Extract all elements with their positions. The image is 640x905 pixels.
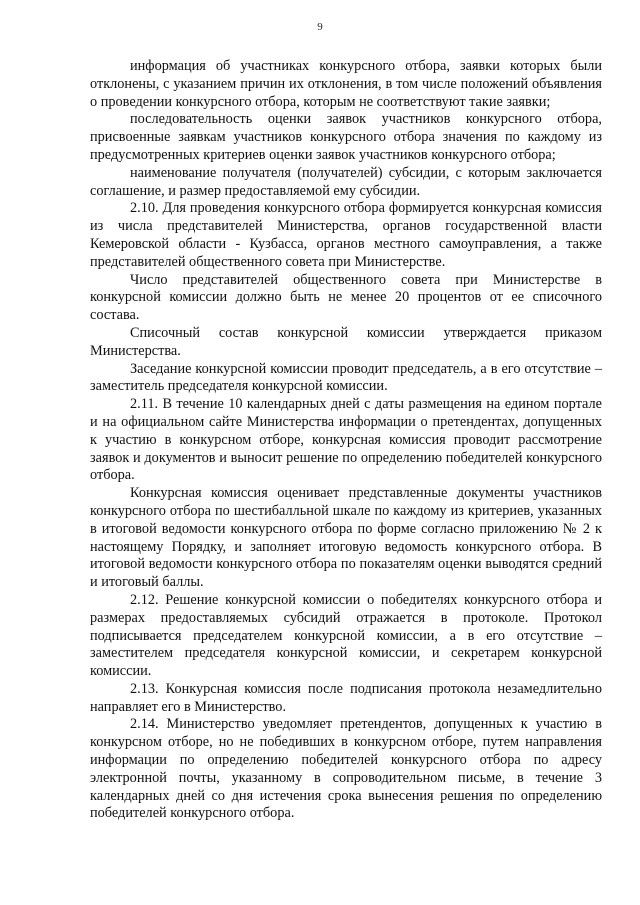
paragraph: 2.13. Конкурсная комиссия после подписания протокола незамедлительно направляет его в Министерство.: [90, 680, 602, 715]
paragraph: 2.12. Решение конкурсной комиссии о победителях конкурсного отбора и размерах предоставляемых субсидий отражается в протоколе. Протокол подписывается председателем конкурсной комиссии, а в его отсутствие – заместителем председателя конкурсной комиссии, и секретарем конкурсной комиссии.: [90, 591, 602, 680]
document-body: [90, 58, 602, 823]
paragraph: информация об участниках конкурсного отбора, заявки которых были отклонены, с указанием причин их отклонения, в том числе положений объявления о проведении конкурсного отбора, которым не соответствуют такие заявки;: [90, 58, 602, 110]
paragraph: последовательность оценки заявок участников конкурсного отбора, присвоенные заявкам участников конкурсного отбора значения по каждому из предусмотренных критериев оценки заявок участников конкурсного отбора;: [90, 111, 602, 163]
paragraph: Число представителей общественного совета при Министерстве в конкурсной комиссии должно быть не менее 20 процентов от ее списочного состава.: [90, 271, 602, 324]
paragraph: Конкурсная комиссия оценивает представленные документы участников конкурсного отбора по шестибалльной шкале по каждому из критериев, указанных в итоговой ведомости конкурсного отбора по форме согласно приложению № 2 к настоящему Порядку, и заполняет итоговую ведомость конкурсного отбора. В итоговой ведомости конкурсного отбора по показателям оценки выводятся средний и итоговый баллы.: [90, 485, 602, 591]
paragraph: 2.11. В течение 10 календарных дней с даты размещения на едином портале и на официальном сайте Министерства информации о претендентах, допущенных к участию в конкурсном отборе, конкурсная комиссия проводит рассмотрение заявок и документов и выносит решение по определению победителей конкурсного отбора.: [90, 396, 602, 484]
paragraph: 2.10. Для проведения конкурсного отбора формируется конкурсная комиссия из числа представителей Министерства, органов государственной власти Кемеровской области - Кузбасса, органов местного самоуправления, а также представителей общественного совета при Министерстве.: [90, 200, 602, 270]
paragraph: Заседание конкурсной комиссии проводит председатель, а в его отсутствие – заместитель председателя конкурсной комиссии.: [90, 360, 602, 395]
page-number: 9: [317, 21, 323, 33]
paragraph: Списочный состав конкурсной комиссии утверждается приказом Министерства.: [90, 324, 602, 359]
paragraph: наименование получателя (получателей) субсидии, с которым заключается соглашение, и размер предоставляемой ему субсидии.: [90, 164, 602, 199]
paragraph: 2.14. Министерство уведомляет претендентов, допущенных к участию в конкурсном отборе, но не победивших в конкурсном отборе, путем направления информации по определению победителей конкурсного отбора по адресу электронной почты, указанному в сопроводительном письме, в течение 3 календарных дней со дня истечения срока вынесения решения по определению победителей конкурсного отбора.: [90, 716, 602, 822]
